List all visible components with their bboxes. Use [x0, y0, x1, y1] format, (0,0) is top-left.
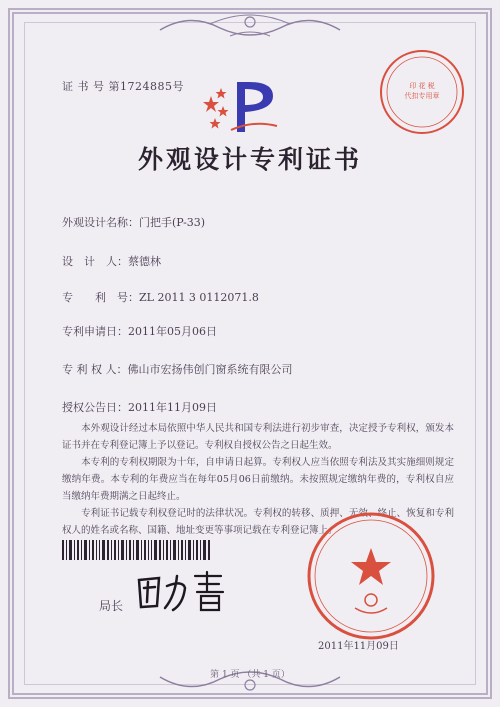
patentee-field: 专 利 权 人：佛山市宏扬伟创门窗系统有限公司 [62, 363, 293, 376]
designer-field: 设 计 人：蔡德林 [62, 255, 161, 268]
svg-text:印 花 税: 印 花 税 [409, 82, 435, 90]
sipo-logo-icon [203, 76, 283, 136]
svg-text:代扣专用章: 代扣专用章 [404, 92, 440, 100]
paragraph-status: 专利证书记载专利权登记时的法律状况。专利权的转移、质押、无效、终止、恢复和专利权人的姓名或名称、国籍、地址变更等事项记载在专利登记簿上。 [62, 508, 454, 536]
director-label: 局长 [99, 599, 124, 613]
barcode [62, 540, 210, 560]
paragraph-grant: 本外观设计经过本局依照中华人民共和国专利法进行初步审查，决定授予专利权，颁发本证书并在专利登记簿上予以登记。专利权自授权公告之日起生效。 [62, 423, 454, 451]
agency-seal [378, 48, 466, 136]
official-seal [305, 510, 437, 642]
page-title: 外观设计专利证书 [137, 145, 362, 174]
grant-date-field: 授权公告日：2011年11月09日 [62, 401, 217, 414]
top-ornament [150, 10, 350, 44]
page-number: 第 1 页 （共 1 页） [210, 670, 290, 680]
patent-number-field: 专 利 号：ZL 2011 3 0112071.8 [62, 291, 259, 304]
paragraph-term: 本专利的专利权期限为十年，自申请日起算。专利权人应当依照专利法及其实施细则规定缴纳年费。本专利的年费应当在每年05月06日前缴纳。未按照规定缴纳年费的，专利权自应当缴纳年费期满之日起终止。 [62, 457, 454, 502]
design-name-field: 外观设计名称：门把手(P-33) [62, 216, 206, 229]
filing-date-field: 专利申请日：2011年05月06日 [62, 325, 217, 338]
director-signature [133, 566, 233, 616]
certificate-number: 证 书 号 第1724885号 [62, 80, 184, 93]
issue-date: 2011年11月09日 [318, 641, 399, 652]
